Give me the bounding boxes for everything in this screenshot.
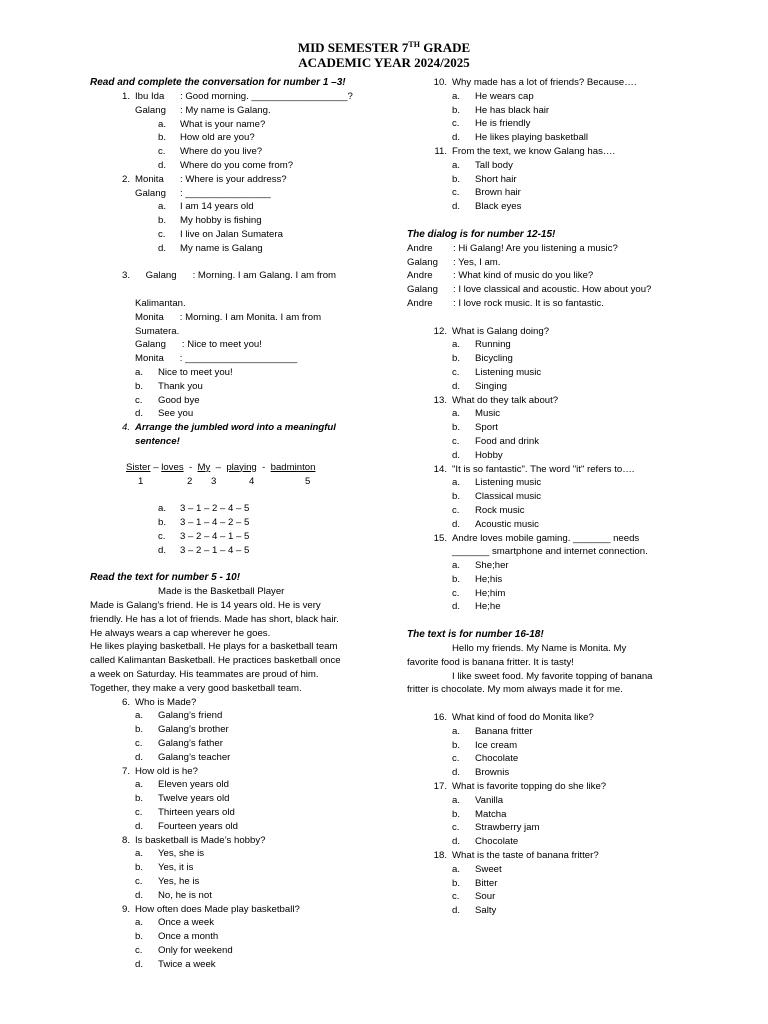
- option[interactable]: a. Once a week: [135, 917, 214, 929]
- question-13: 13. What do they talk about? a. Music b. Sport c. Food and drink d. Hobby: [407, 394, 689, 463]
- option[interactable]: c. Sour: [452, 891, 496, 903]
- question-18: 18. What is the taste of banana fritter? a. Sweet b. Bitter c. Sour d. Salty: [407, 849, 689, 918]
- option[interactable]: b. Ice cream: [452, 739, 518, 751]
- option[interactable]: a. Nice to meet you!: [135, 366, 233, 378]
- dialog-line: Galang : ________________: [135, 187, 271, 199]
- option[interactable]: d. Salty: [452, 905, 497, 917]
- option[interactable]: c. Listening music: [452, 366, 542, 378]
- option[interactable]: a. Vanilla: [452, 794, 504, 806]
- option[interactable]: c. Yes, he is: [135, 876, 200, 888]
- option[interactable]: d. My name is Galang: [158, 242, 263, 254]
- option[interactable]: c. I live on Jalan Sumatera: [158, 228, 283, 240]
- dialog-line: Andre : I love rock music. It is so fantastic.: [407, 297, 604, 309]
- option[interactable]: c. Food and drink: [452, 435, 539, 447]
- option[interactable]: d. Fourteen years old: [135, 820, 238, 832]
- option[interactable]: d. He;he: [452, 601, 501, 613]
- dialog-line: Galang : My name is Galang.: [135, 104, 271, 116]
- option[interactable]: c. Chocolate: [452, 753, 519, 765]
- option[interactable]: d. Where do you come from?: [158, 159, 294, 171]
- question-4-cont: sentence!: [135, 435, 180, 447]
- option[interactable]: d. Galang’s teacher: [135, 751, 231, 763]
- section-heading-2: Read the text for number 5 - 10!: [90, 572, 241, 584]
- dialog-line: Andre : What kind of music do you like?: [407, 270, 594, 282]
- option[interactable]: c. He is friendly: [452, 118, 531, 130]
- option[interactable]: d. Chocolate: [452, 836, 519, 848]
- question-12: 12. What is Galang doing? a. Running b. Bicycling c. Listening music d. Singing: [407, 325, 689, 394]
- option[interactable]: a. Banana fritter: [452, 725, 533, 737]
- option[interactable]: b. My hobby is fishing: [158, 215, 262, 227]
- option[interactable]: a. He wears cap: [452, 90, 534, 102]
- dialog-line: Monita : _____________________: [135, 353, 298, 365]
- dialog-line: Kalimantan.: [135, 297, 186, 309]
- option[interactable]: b. Twelve years old: [135, 793, 230, 805]
- option[interactable]: a. Yes, she is: [135, 848, 205, 860]
- option[interactable]: c. He;him: [452, 587, 506, 599]
- passage-title: Made is the Basketball Player: [158, 586, 285, 598]
- option[interactable]: a. Sweet: [452, 863, 502, 875]
- right-column: [407, 76, 689, 918]
- question-9: 9. How often does Made play basketball? a. Once a week b. Once a month c. Only for weekend d. Twice a week: [90, 903, 372, 972]
- option[interactable]: c. 3 – 2 – 4 – 1 – 5: [158, 530, 250, 542]
- option[interactable]: a. Galang’s friend: [135, 710, 223, 722]
- question-17: 17. What is favorite topping do she like? a. Vanilla b. Matcha c. Strawberry jam d. Chocolate: [407, 780, 689, 849]
- option[interactable]: c. Brown hair: [452, 187, 521, 199]
- option[interactable]: d. See you: [135, 408, 194, 420]
- option[interactable]: b. Once a month: [135, 931, 219, 943]
- option[interactable]: a. Listening music: [452, 477, 542, 489]
- question-15: 15. Andre loves mobile gaming. _______ needs _______ smartphone and internet connection. a. She;her b. He;his c. He;him d. He;he: [407, 532, 689, 615]
- option[interactable]: c. Only for weekend: [135, 945, 233, 957]
- option[interactable]: c. Where do you live?: [158, 146, 263, 158]
- option[interactable]: a. I am 14 years old: [158, 201, 254, 213]
- question-6: 6. Who is Made? a. Galang’s friend b. Galang’s brother c. Galang’s father d. Galang’s teacher: [90, 696, 372, 765]
- option[interactable]: c. Thirteen years old: [135, 807, 235, 819]
- question-7: 7. How old is he? a. Eleven years old b. Twelve years old c. Thirteen years old d. Fourteen years old: [90, 765, 372, 834]
- dialog-line: Galang : I love classical and acoustic. How about you?: [407, 284, 652, 296]
- option[interactable]: b. Thank you: [135, 380, 203, 392]
- dialog-line: Galang : Nice to meet you!: [135, 339, 262, 351]
- dialog-line: Galang : Yes, I am.: [407, 256, 501, 268]
- question-14: 14. "It is so fantastic". The word "it" refers to…. a. Listening music b. Classical music c. Rock music d. Acoustic music: [407, 463, 689, 532]
- option[interactable]: b. How old are you?: [158, 132, 255, 144]
- question-2: 2. Monita : Where is your address?: [121, 173, 287, 185]
- question-11: 11. From the text, we know Galang has…. a. Tall body b. Short hair c. Brown hair d. Black eyes: [407, 145, 689, 214]
- left-column: [90, 76, 372, 972]
- page-title: MID SEMESTER 7TH GRADE: [297, 40, 471, 55]
- reading-text-monita: Hello my friends. My Name is Monita. My favorite food is banana fritter. It is tasty! I like sweet food. My favorite topping of banana fritter is chocolate. My mom always made it for me.: [407, 643, 653, 696]
- reading-passage: Made is Galang’s friend. He is 14 years old. He is very friendly. He has a lot of friends. Made has short, black hair. He always wears a cap wherever he goes. He likes playing basketball. He plays for a basketball team called Kalimantan Basketball. He practices basketball once a week on Saturday. His teammates are proud of him. Together, they make a very good basketball team.: [90, 600, 341, 694]
- question-10: 10. Why made has a lot of friends? Because…. a. He wears cap b. He has black hair c. He is friendly d. He likes playing basketball: [407, 76, 689, 145]
- option[interactable]: b. Classical music: [452, 491, 542, 503]
- option[interactable]: d. Acoustic music: [452, 518, 539, 530]
- option[interactable]: d. Black eyes: [452, 201, 522, 213]
- question-3: 3. Galang : Morning. I am Galang. I am from: [121, 270, 337, 282]
- option[interactable]: c. Rock music: [452, 504, 525, 516]
- option[interactable]: d. Singing: [452, 380, 508, 392]
- section-heading-4: The text is for number 16-18!: [407, 629, 544, 641]
- dialog-line: Andre : Hi Galang! Are you listening a music?: [407, 242, 618, 254]
- option[interactable]: b. Galang’s brother: [135, 724, 229, 736]
- option[interactable]: d. Twice a week: [135, 958, 216, 970]
- option[interactable]: b. Sport: [452, 422, 498, 434]
- section-heading-1: Read and complete the conversation for number 1 –3!: [90, 77, 346, 88]
- question-8: 8. Is basketball is Made’s hobby? a. Yes, she is b. Yes, it is c. Yes, he is d. No, he is not: [90, 834, 372, 903]
- option[interactable]: a. Eleven years old: [135, 779, 229, 791]
- dialog-line: Sumatera.: [135, 325, 180, 337]
- option[interactable]: b. Bitter: [452, 877, 498, 889]
- option[interactable]: b. Short hair: [452, 173, 517, 185]
- option[interactable]: a. Tall body: [452, 159, 513, 171]
- option[interactable]: a. What is your name?: [158, 118, 266, 130]
- option[interactable]: a. She;her: [452, 560, 509, 572]
- question-16: 16. What kind of food do Monita like? a. Banana fritter b. Ice cream c. Chocolate d. Brownis: [407, 711, 689, 780]
- question-4: 4. Arrange the jumbled word into a meaningful: [121, 422, 336, 434]
- option[interactable]: b. Yes, it is: [135, 862, 194, 874]
- option[interactable]: b. 3 – 1 – 4 – 2 – 5: [158, 517, 250, 529]
- option[interactable]: b. He;his: [452, 573, 503, 585]
- option[interactable]: a. Music: [452, 408, 501, 420]
- jumbled-words: Sister – loves - My – playing - badminton: [126, 461, 316, 473]
- question-1: 1. Ibu Ida : Good morning. __________________?: [121, 91, 353, 102]
- option[interactable]: d. Hobby: [452, 449, 503, 461]
- option[interactable]: c. Galang’s father: [135, 738, 223, 750]
- option[interactable]: c. Strawberry jam: [452, 822, 540, 834]
- jumbled-numbers: 1 2 3 4 5: [138, 475, 311, 487]
- option[interactable]: c. Good bye: [135, 394, 200, 406]
- option[interactable]: a. Running: [452, 339, 511, 351]
- option[interactable]: b. Matcha: [452, 808, 507, 820]
- option[interactable]: d. 3 – 2 – 1 – 4 – 5: [158, 544, 250, 556]
- dialog: [407, 242, 689, 311]
- page-subtitle: ACADEMIC YEAR 2024/2025: [298, 55, 470, 70]
- section-heading-3: The dialog is for number 12-15!: [407, 228, 556, 240]
- option[interactable]: d. No, he is not: [135, 889, 212, 901]
- option[interactable]: d. He likes playing basketball: [452, 132, 589, 144]
- dialog-line: Monita : Morning. I am Monita. I am from: [135, 311, 322, 323]
- option[interactable]: d. Brownis: [452, 767, 510, 779]
- option[interactable]: a. 3 – 1 – 2 – 4 – 5: [158, 503, 250, 515]
- option[interactable]: b. Bicycling: [452, 353, 513, 365]
- option[interactable]: b. He has black hair: [452, 104, 550, 116]
